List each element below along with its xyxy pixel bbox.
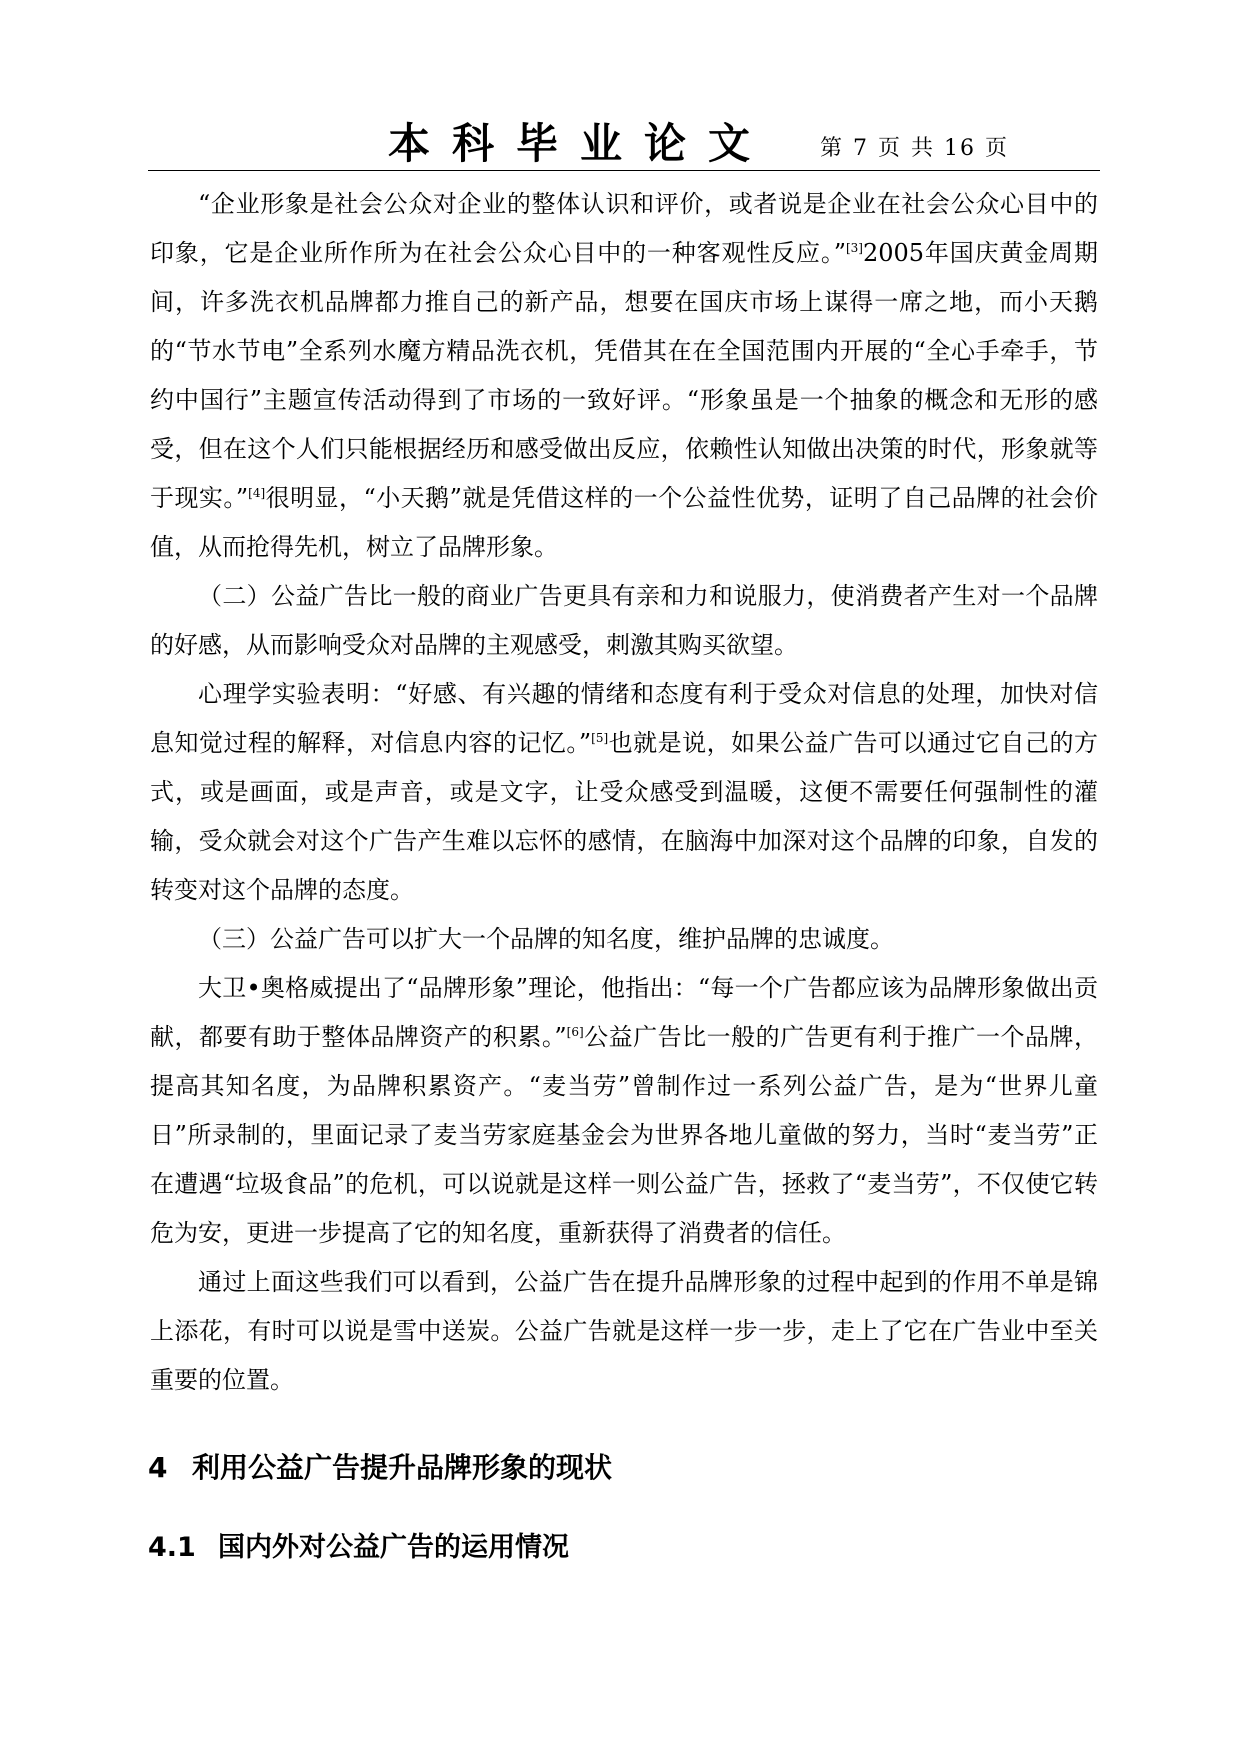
- paragraph-text: “企业形象是社会公众对企业的整体认识和评价，或者说是企业在社会公众心目中的印象，它是企业所作所为在社会公众心目中的一种客观性反应。”: [150, 190, 1098, 267]
- header-title: 本科毕业论文: [388, 119, 773, 168]
- paragraph-2: （二）公益广告比一般的商业广告更具有亲和力和说服力，使消费者产生对一个品牌的好感，从而影响受众对品牌的主观感受，刺激其购买欲望。: [150, 582, 1098, 659]
- paragraph-text: 大卫•奥格威提出了“品牌形象”理论，他指出：“每一个广告都应该为品牌形象做出贡献，都要有助于整体品牌资产的积累。”: [150, 974, 1098, 1051]
- paragraph-text: 心理学实验表明：“好感、有兴趣的情绪和态度有利于受众对信息的处理，加快对信息知觉过程的解释，对信息内容的记忆。”: [150, 680, 1098, 757]
- paragraph-text: 很明显，“小天鹅”就是凭借这样的一个公益性优势，证明了自己品牌的社会价值，从而抢得先机，树立了品牌形象。: [150, 484, 1098, 561]
- section-number: 4: [148, 1451, 168, 1484]
- citation-ref: [6]: [566, 1025, 584, 1039]
- document-body: [150, 180, 1098, 1405]
- paragraph-3: [150, 670, 1098, 915]
- citation-ref: [5]: [591, 731, 609, 745]
- header-divider: [148, 170, 1100, 171]
- subsection-heading: [148, 1528, 569, 1568]
- paragraph-5: [150, 964, 1098, 1258]
- paragraph-1: [150, 180, 1098, 572]
- subsection-title: 国内外对公益广告的运用情况: [218, 1532, 569, 1563]
- section-heading: [148, 1448, 612, 1488]
- page-header: [148, 116, 1100, 172]
- citation-ref: [3]: [845, 241, 863, 255]
- subsection-number: 4.1: [148, 1532, 196, 1563]
- paragraph-4: （三）公益广告可以扩大一个品牌的知名度，维护品牌的忠诚度。: [198, 925, 894, 953]
- citation-ref: [4]: [248, 486, 266, 500]
- paragraph-text: 公益广告比一般的广告更有利于推广一个品牌，提高其知名度，为品牌积累资产。“麦当劳”曾制作过一系列公益广告，是为“世界儿童日”所录制的，里面记录了麦当劳家庭基金会为世界各地儿童做的努力，当时“麦当劳”正在遭遇“垃圾食品”的危机，可以说就是这样一则公益广告，拯救了“麦当劳”，不仅使它转危为安，更进一步提高了它的知名度，重新获得了消费者的信任。: [150, 1023, 1098, 1247]
- paragraph-6: 通过上面这些我们可以看到，公益广告在提升品牌形象的过程中起到的作用不单是锦上添花，有时可以说是雪中送炭。公益广告就是这样一步一步，走上了它在广告业中至关重要的位置。: [150, 1268, 1098, 1394]
- section-title: 利用公益广告提升品牌形象的现状: [192, 1451, 613, 1484]
- paragraph-text: 2005年国庆黄金周期间，许多洗衣机品牌都力推自己的新产品，想要在国庆市场上谋得一席之地，而小天鹅的“节水节电”全系列水魔方精品洗衣机，凭借其在在全国范围内开展的“全心手牵手，节约中国行”主题宣传活动得到了市场的一致好评。“形象虽是一个抽象的概念和无形的感受，但在这个人们只能根据经历和感受做出反应，依赖性认知做出决策的时代，形象就等于现实。”: [150, 239, 1098, 512]
- paragraph-text: 也就是说，如果公益广告可以通过它自己的方式，或是画面，或是声音，或是文字，让受众感受到温暖，这便不需要任何强制性的灌输，受众就会对这个广告产生难以忘怀的感情，在脑海中加深对这个品牌的印象，自发的转变对这个品牌的态度。: [150, 729, 1098, 904]
- page-number: 第 7 页 共 16 页: [820, 136, 1009, 161]
